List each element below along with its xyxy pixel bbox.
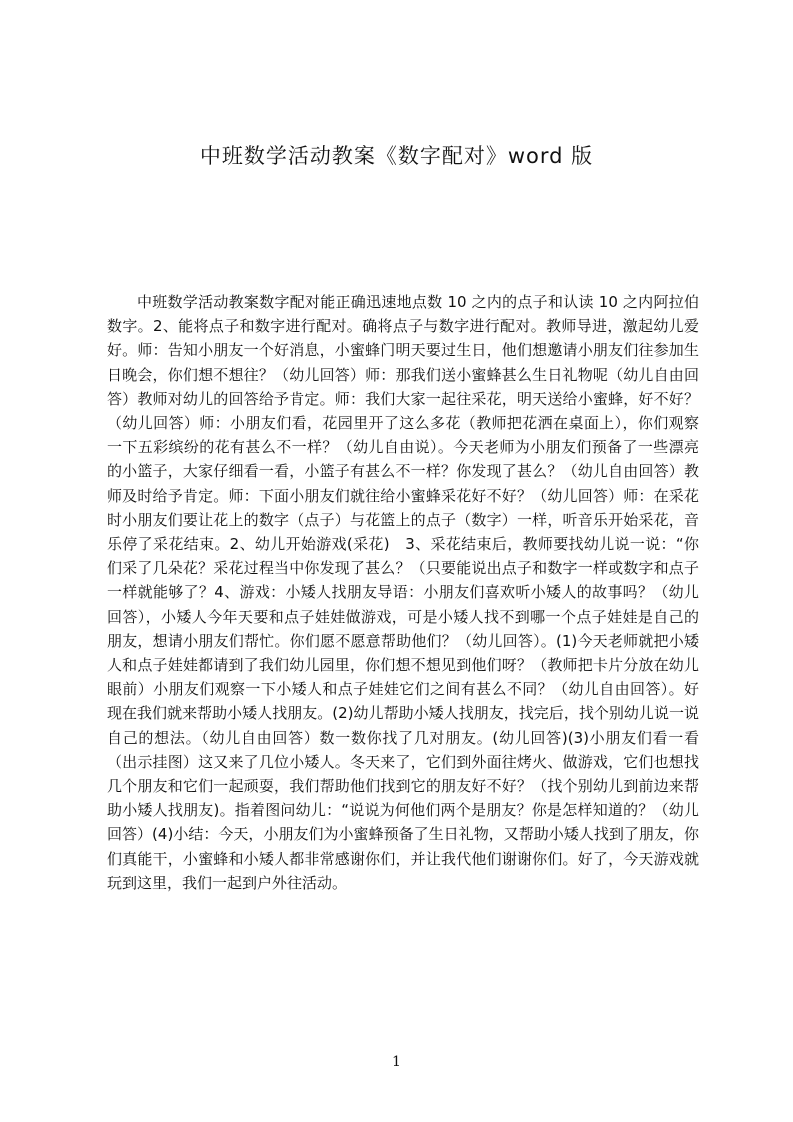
page-number: 1: [392, 1054, 401, 1070]
document-body: [107, 290, 699, 990]
document-title: 中班数学活动教案《数字配对》word 版: [199, 144, 594, 168]
body-paragraph: 中班数学活动教案数字配对能正确迅速地点数 10 之内的点子和认读 10 之内阿拉伯数字。2、能将点子和数字进行配对。确将点子与数字进行配对。教师导进，激起幼儿爱好。师：告知小朋友一个好消息，小蜜蜂门明天要过生日，他们想邀请小朋友们往参加生日晚会，你们想不想往？（幼儿回答）师：那我们送小蜜蜂甚么生日礼物呢（幼儿自由回答）教师对幼儿的回答给予肯定。师：我们大家一起往采花，明天送给小蜜蜂，好不好？（幼儿回答）师：小朋友们看，花园里开了这么多花（教师把花洒在桌面上），你们观察一下五彩缤纷的花有甚么不一样？（幼儿自由说）。今天老师为小朋友们预备了一些漂亮的小篮子，大家仔细看一看，小篮子有甚么不一样？你发现了甚么？（幼儿自由回答）教师及时给予肯定。师：下面小朋友们就往给小蜜蜂采花好不好？（幼儿回答）师：在采花时小朋友们要让花上的数字（点子）与花篮上的点子（数字）一样，听音乐开始采花，音乐停了采花结束。2、幼儿开始游戏(采花) 3、采花结束后，教师要找幼儿说一说：“你们采了几朵花？采花过程当中你发现了甚么？（只要能说出点子和数字一样或数字和点子一样就能够了？4、游戏：小矮人找朋友导语：小朋友们喜欢听小矮人的故事吗？（幼儿回答），小矮人今年天要和点子娃娃做游戏，可是小矮人找不到哪一个点子娃娃是自己的朋友，想请小朋友们帮忙。你们愿不愿意帮助他们？（幼儿回答）。(1)今天老师就把小矮人和点子娃娃都请到了我们幼儿园里，你们想不想见到他们呀？（教师把卡片分放在幼儿眼前）小朋友们观察一下小矮人和点子娃娃它们之间有甚么不同？（幼儿自由回答）。好现在我们就来帮助小矮人找朋友。(2)幼儿帮助小矮人找朋友，找完后，找个别幼儿说一说自己的想法。（幼儿自由回答）数一数你找了几对朋友。(幼儿回答)(3)小朋友们看一看（出示挂图）这又来了几位小矮人。冬天来了，它们到外面往烤火、做游戏，它们也想找几个朋友和它们一起顽耍，我们帮助他们找到它的朋友好不好？（找个别幼儿到前边来帮助小矮人找朋友)。指着图问幼儿：“说说为何他们两个是朋友？你是怎样知道的？（幼儿回答）(4)小结：今天，小朋友们为小蜜蜂预备了生日礼物，又帮助小矮人找到了朋友，你们真能干，小蜜蜂和小矮人都非常感谢你们，并让我代他们谢谢你们。好了，今天游戏就玩到这里，我们一起到户外往活动。: [107, 293, 699, 892]
